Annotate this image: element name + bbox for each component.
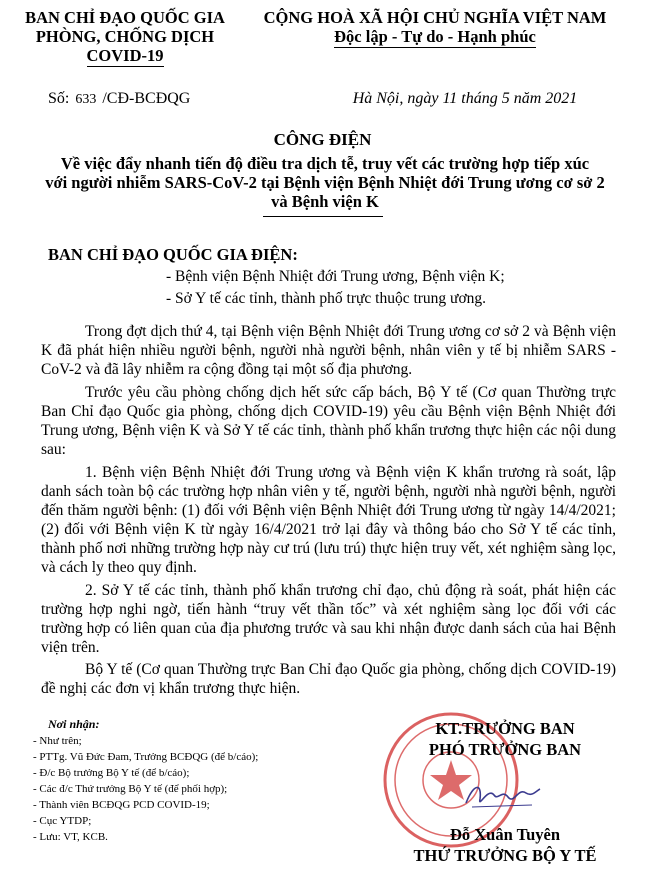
- recipients-item: - Thành viên BCĐQG PCD COVID-19;: [33, 799, 210, 811]
- document-type-title: CÔNG ĐIỆN: [273, 130, 372, 149]
- recipient-2: - Sở Y tế các tỉnh, thành phố trực thuộc trung ương.: [166, 290, 487, 307]
- recipients-item: - Đ/c Bộ trưởng Bộ Y tế (để b/cáo);: [33, 767, 190, 779]
- nation-line: CỘNG HOÀ XÃ HỘI CHỦ NGHĨA VIỆT NAM: [263, 8, 607, 27]
- issuing-organization: [20, 8, 230, 67]
- org-line-3: COVID-19: [86, 46, 164, 65]
- national-motto: Độc lập - Tự do - Hạnh phúc: [334, 27, 536, 46]
- issue-date: Hà Nội, ngày 11 tháng 5 năm 2021: [352, 90, 578, 107]
- handwritten-signature: [462, 775, 542, 815]
- body-paragraph-5: Bộ Y tế (Cơ quan Thường trực Ban Chỉ đạo Quốc gia phòng, chống dịch COVID-19) đề nghị các đơn vị khẩn trương thực hiện.: [41, 661, 616, 697]
- org-line-2: PHÒNG, CHỐNG DỊCH: [35, 27, 215, 46]
- signer-title: THỨ TRƯỞNG BỘ Y TẾ: [413, 846, 597, 865]
- recipients-item: - Như trên;: [33, 735, 82, 747]
- org-line-1: BAN CHỈ ĐẠO QUỐC GIA: [25, 8, 225, 27]
- body-paragraph-4: 2. Sở Y tế các tỉnh, thành phố khẩn trương chỉ đạo, chủ động rà soát, phát hiện các trường hợp nghi ngờ, tiến hành “truy vết thần tốc” và xét nghiệm sàng lọc đối với các trường hợp có liên quan của địa phương trước và sau khi nhận được danh sách của hai Bệnh viện trên.: [41, 582, 616, 656]
- recipients-item: - Lưu: VT, KCB.: [33, 831, 108, 843]
- signature-role: PHÓ TRƯỞNG BAN: [428, 740, 582, 759]
- body-paragraph-1: Trong đợt dịch thứ 4, tại Bệnh viện Bệnh Nhiệt đới Trung ương cơ sở 2 và Bệnh viện K đã phát hiện nhiều người bệnh, người nhà người bệnh, nhân viên y tế bị nhiễm SARS - CoV-2 và đã lây nhiễm ra cộng đồng tại một số địa phương.: [41, 323, 616, 378]
- document-number: [48, 90, 190, 108]
- subject-divider: [263, 216, 383, 217]
- so-code: /CĐ-BCĐQG: [102, 90, 191, 107]
- so-label: Số:: [48, 90, 70, 107]
- signer-name: Đỗ Xuân Tuyên: [449, 825, 561, 844]
- recipients-item: - Cục YTDP;: [33, 815, 92, 827]
- recipients-item: - Các đ/c Thứ trưởng Bộ Y tế (để phối hợp);: [33, 783, 228, 795]
- subject-line-3: và Bệnh viện K: [271, 192, 379, 211]
- signature-authority: KT.TRƯỞNG BAN: [435, 719, 575, 738]
- so-number: 633: [75, 92, 97, 107]
- recipients-list: [33, 733, 258, 845]
- document-subject: [30, 154, 620, 211]
- body-paragraph-3: 1. Bệnh viện Bệnh Nhiệt đới Trung ương và Bệnh viện K khẩn trương rà soát, lập danh sách toàn bộ các trường hợp nhân viên y tế, người bệnh, người nhà người bệnh, người đến thăm người bệnh: (1) đối với Bệnh viện Bệnh Nhiệt đới Trung ương từ ngày 14/4/2021; (2) đối với Bệnh viện K từ ngày 16/4/2021 trở lại đây và thông báo cho Sở Y tế các tỉnh, thành phố nơi những trường hợp này cư trú (lưu trú) thực hiện truy vết, xét nghiệm sàng lọc, và cách ly theo quy định.: [41, 464, 616, 576]
- subject-line-1: Về việc đẩy nhanh tiến độ điều tra dịch tễ, truy vết các trường hợp tiếp xúc: [60, 154, 590, 173]
- subject-line-2: với người nhiễm SARS-CoV-2 tại Bệnh viện Bệnh Nhiệt đới Trung ương cơ sở 2: [45, 173, 605, 192]
- national-header: [235, 8, 635, 48]
- body-paragraph-2: Trước yêu cầu phòng chống dịch hết sức cấp bách, Bộ Y tế (Cơ quan Thường trực Ban Chỉ đạo Quốc gia phòng, chống dịch COVID-19) yêu cầu Bệnh viện Bệnh Nhiệt đới Trung ương, Bệnh viện K và Sở Y tế các tỉnh, thành phố khẩn trương thực hiện các nội dung sau:: [41, 384, 616, 458]
- recipient-1: - Bệnh viện Bệnh Nhiệt đới Trung ương, Bệnh viện K;: [166, 268, 505, 285]
- addresser-line: BAN CHỈ ĐẠO QUỐC GIA ĐIỆN:: [48, 245, 298, 264]
- recipients-item: - PTTg. Vũ Đức Đam, Trưởng BCĐQG (để b/cáo);: [33, 751, 259, 763]
- recipients-title: Nơi nhận:: [48, 717, 100, 731]
